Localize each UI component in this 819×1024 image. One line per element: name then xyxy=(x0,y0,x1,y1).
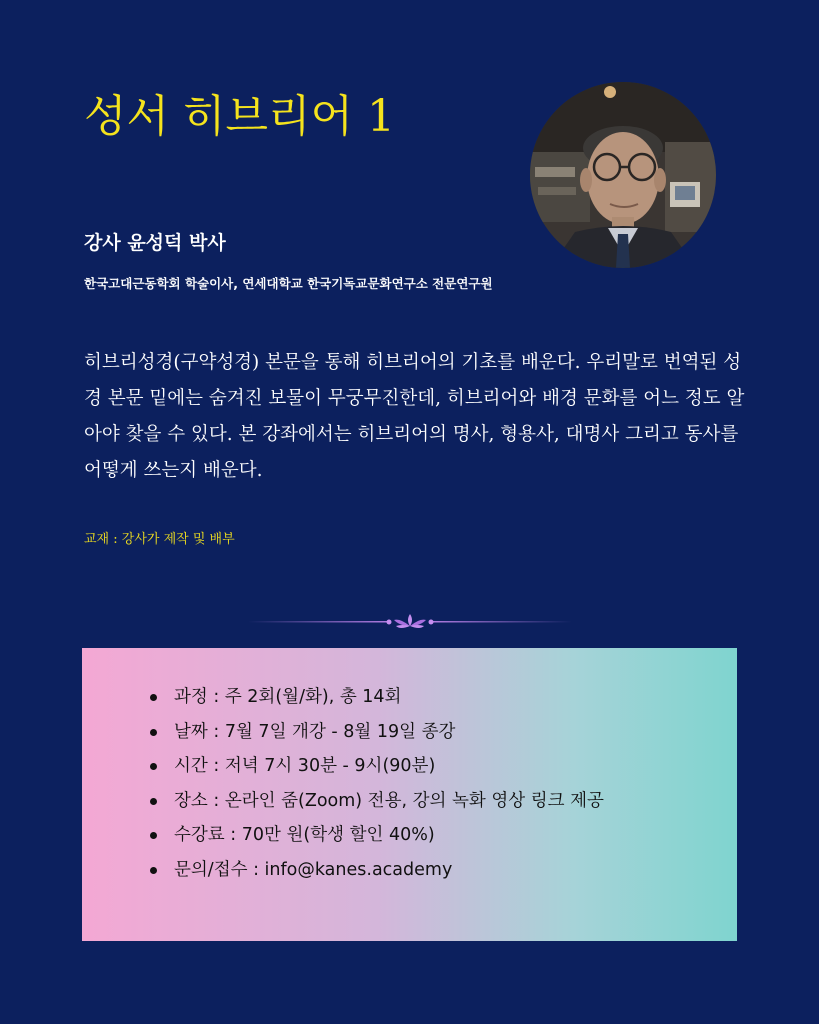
page-title: 성서 히브리어 1 xyxy=(84,91,395,142)
course-info-list xyxy=(148,680,604,887)
info-item-dates xyxy=(148,715,604,750)
info-item-text: 과정 : 주 2회(월/화), 총 14회 xyxy=(174,687,402,707)
bullet-icon xyxy=(150,729,157,736)
bullet-icon xyxy=(150,798,157,805)
textbook-note: 교재 : 강사가 제작 및 배부 xyxy=(84,532,235,547)
info-item-text: 수강료 : 70만 원(학생 할인 40%) xyxy=(174,825,435,845)
instructor-affiliation: 한국고대근동학회 학술이사, 연세대학교 한국기독교문화연구소 전문연구원 xyxy=(84,276,493,291)
info-item-text: 날짜 : 7월 7일 개강 - 8월 19일 종강 xyxy=(174,721,456,742)
instructor-photo xyxy=(530,82,716,268)
bullet-icon xyxy=(150,694,157,701)
info-item-contact xyxy=(148,853,604,888)
info-item-text: 장소 : 온라인 줌(Zoom) 전용, 강의 녹화 영상 링크 제공 xyxy=(174,790,604,811)
ornament-divider xyxy=(248,610,572,632)
info-item-time xyxy=(148,749,604,784)
info-item-text: 문의/접수 : info@kanes.academy xyxy=(174,859,453,880)
info-item-location xyxy=(148,784,604,819)
instructor-name: 강사 윤성덕 박사 xyxy=(84,232,226,254)
info-item-text: 시간 : 저녁 7시 30분 - 9시(90분) xyxy=(174,756,436,776)
bullet-icon xyxy=(150,867,157,874)
info-item-fee xyxy=(148,818,604,853)
bullet-icon xyxy=(150,763,157,770)
bullet-icon xyxy=(150,832,157,839)
info-item-course xyxy=(148,680,604,715)
course-info-box xyxy=(82,648,737,941)
lotus-ornament-icon xyxy=(248,610,572,632)
course-description: 히브리성경(구약성경) 본문을 통해 히브리어의 기초를 배운다. 우리말로 번역된 성경 본문 밑에는 숨겨진 보물이 무궁무진한데, 히브리어와 배경 문화를 어느 정도 알아야 찾을 수 있다. 본 강좌에서는 히브리어의 명사, 형용사, 대명사 그리고 동사를 어떻게 쓰는지 배운다. xyxy=(84,352,745,481)
